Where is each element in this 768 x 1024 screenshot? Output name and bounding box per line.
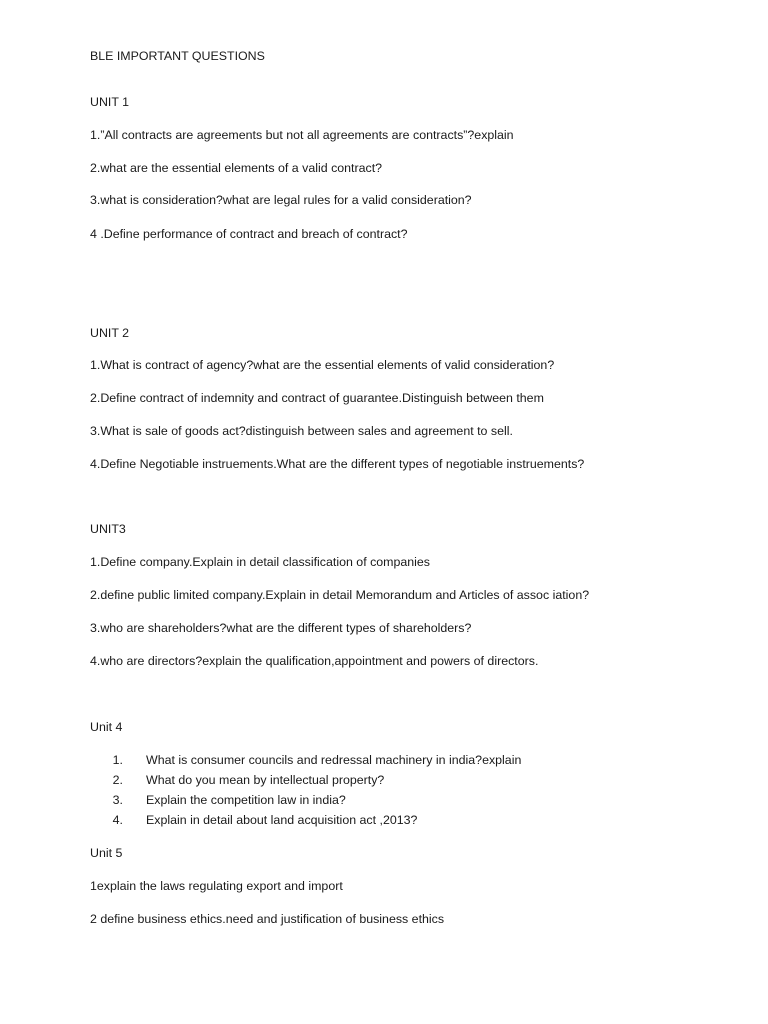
unit-2-question-4: 4.Define Negotiable instruements.What are the different types of negotiable instruements? — [90, 457, 585, 471]
list-number: 4. — [112, 813, 123, 827]
list-text: Explain in detail about land acquisition act ,2013? — [146, 813, 418, 827]
unit-2-heading: UNIT 2 — [90, 326, 130, 340]
unit-2-question-1: 1.What is contract of agency?what are the essential elements of valid consideration? — [90, 358, 555, 372]
list-number: 1. — [112, 753, 123, 767]
list-text: What is consumer councils and redressal machinery in india?explain — [146, 753, 522, 767]
list-text: What do you mean by intellectual property? — [146, 773, 385, 787]
list-number: 3. — [112, 793, 123, 807]
unit-1-question-1: 1.”All contracts are agreements but not all agreements are contracts”?explain — [90, 128, 514, 142]
unit-5-question-1: 1explain the laws regulating export and import — [90, 879, 343, 893]
list-text: Explain the competition law in india? — [146, 793, 346, 807]
unit-2-question-2: 2.Define contract of indemnity and contract of guarantee.Distinguish between them — [90, 391, 544, 405]
unit-2-question-3: 3.What is sale of goods act?distinguish between sales and agreement to sell. — [90, 424, 513, 438]
list-number: 2. — [112, 773, 123, 787]
unit-5-question-2: 2 define business ethics.need and justification of business ethics — [90, 912, 445, 926]
unit-3-question-4: 4.who are directors?explain the qualification,appointment and powers of directors. — [90, 654, 539, 668]
unit-3-question-1: 1.Define company.Explain in detail classification of companies — [90, 555, 431, 569]
unit-1-question-4: 4 .Define performance of contract and breach of contract? — [90, 227, 408, 241]
unit-1-question-2: 2.what are the essential elements of a valid contract? — [90, 161, 383, 175]
unit-1-question-3: 3.what is consideration?what are legal rules for a valid consideration? — [90, 193, 472, 207]
unit-5-heading: Unit 5 — [90, 846, 123, 860]
unit-3-heading: UNIT3 — [90, 522, 126, 536]
unit-1-heading: UNIT 1 — [90, 95, 130, 109]
unit-4-heading: Unit 4 — [90, 720, 123, 734]
document-title: BLE IMPORTANT QUESTIONS — [90, 49, 265, 63]
unit-3-question-2: 2.define public limited company.Explain in detail Memorandum and Articles of assoc iation? — [90, 588, 590, 602]
unit-3-question-3: 3.who are shareholders?what are the different types of shareholders? — [90, 621, 472, 635]
